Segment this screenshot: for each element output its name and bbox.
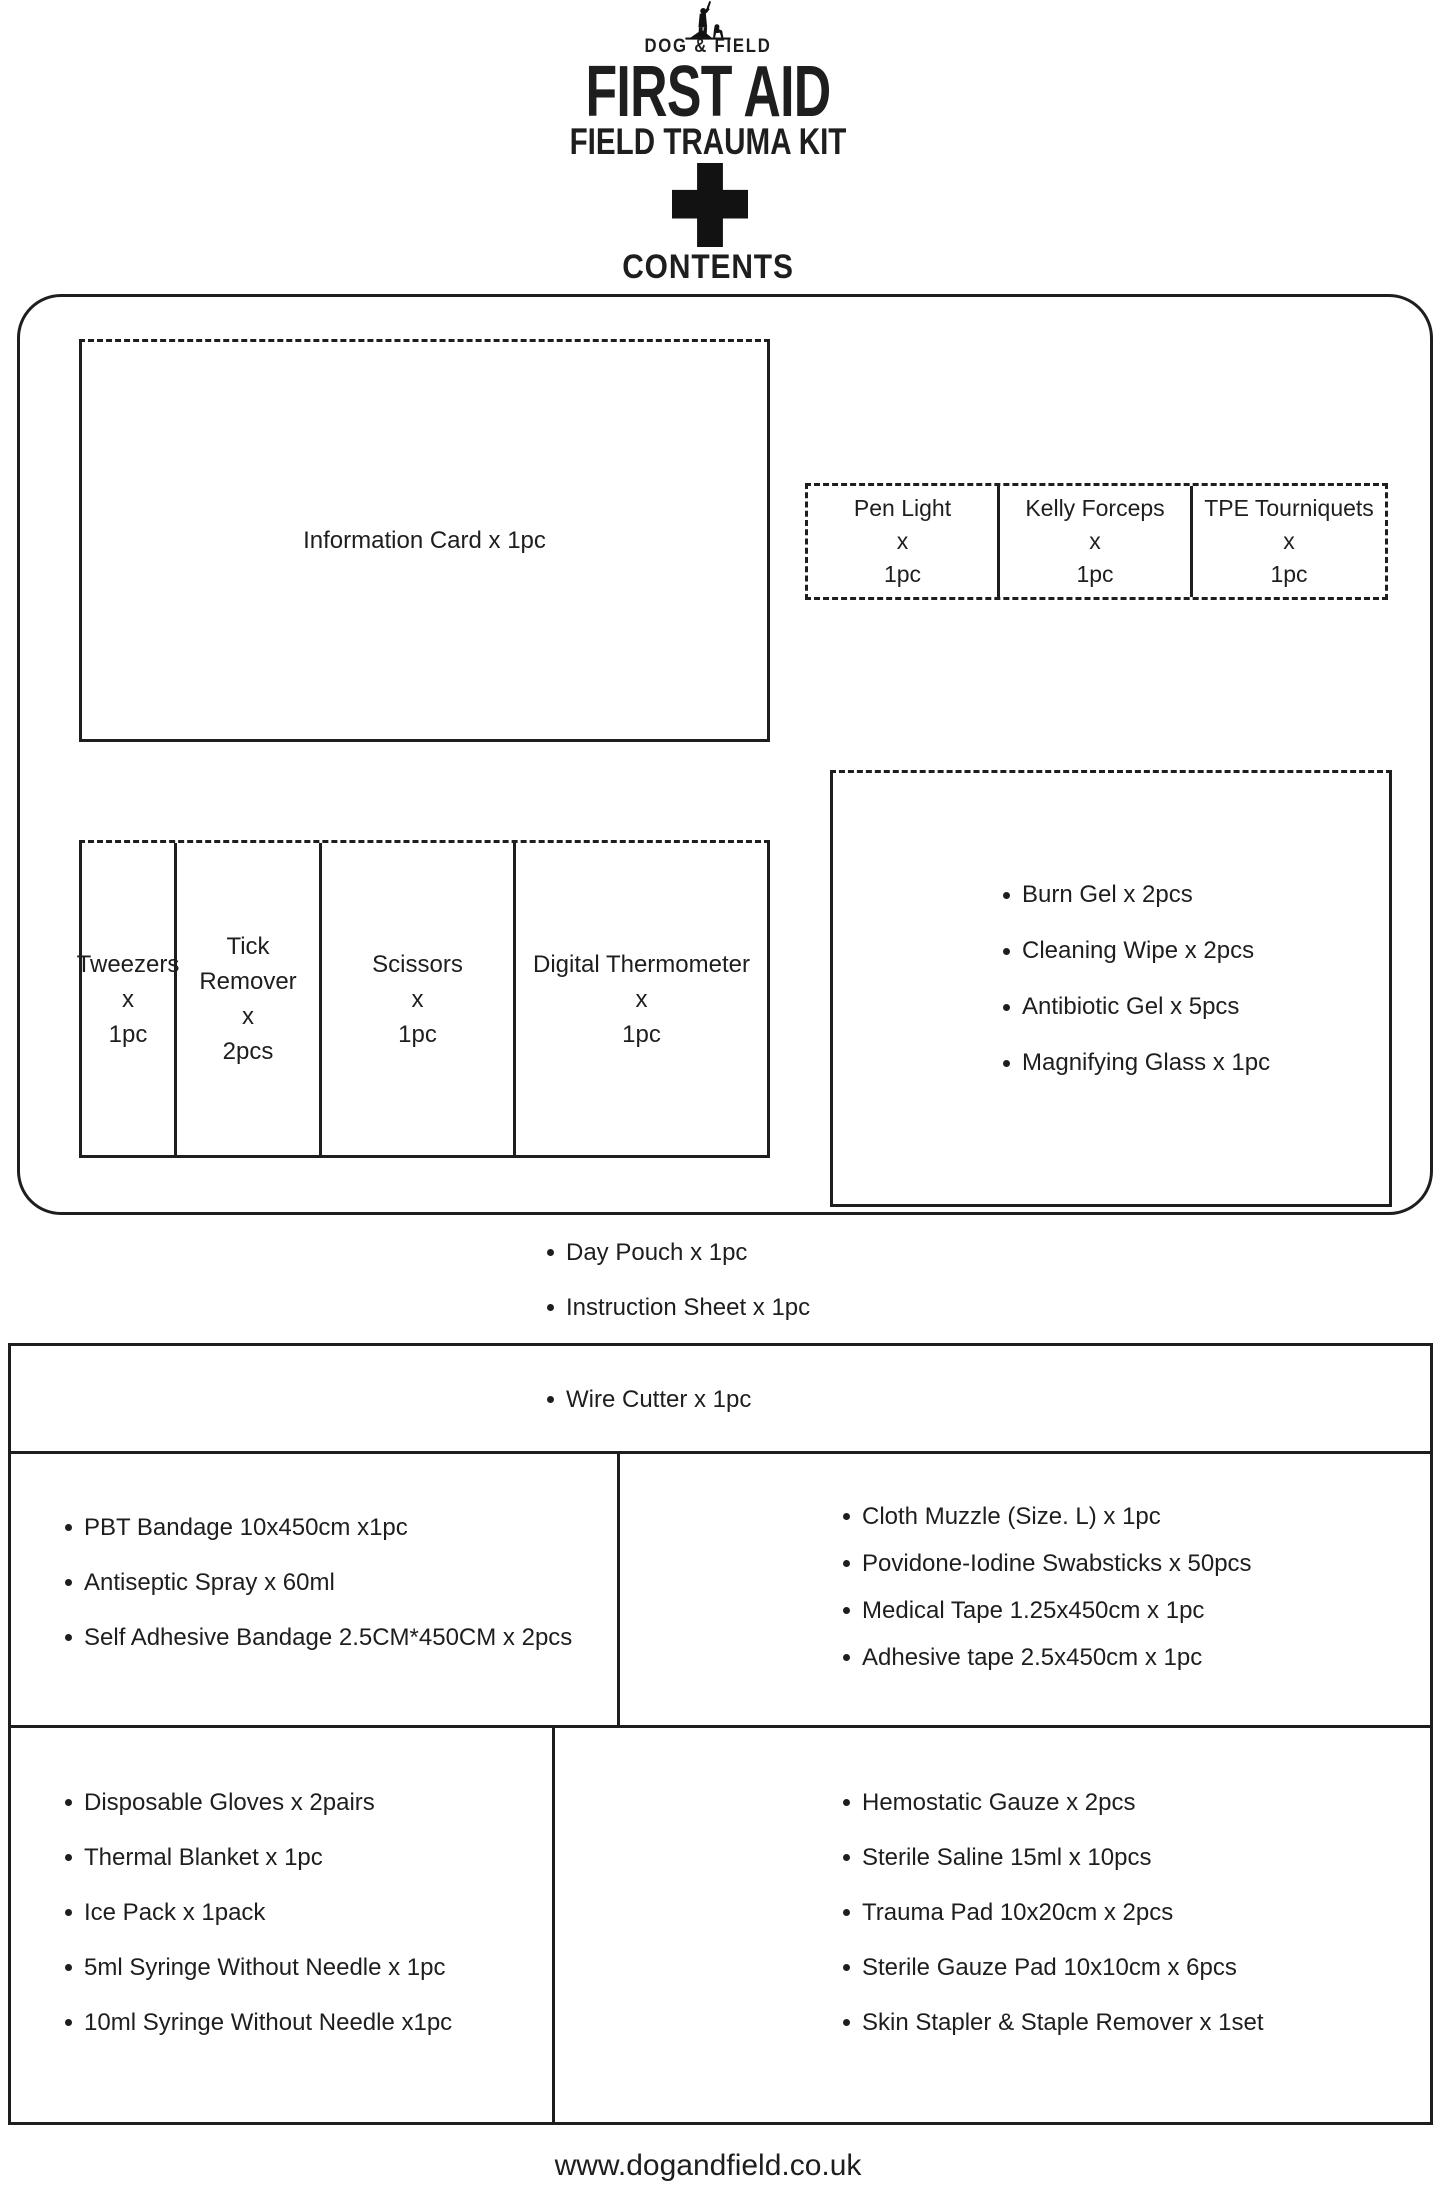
times-label: x xyxy=(411,985,424,1013)
digital-thermometer-box xyxy=(513,843,767,1155)
list-item: Antibiotic Gel x 5pcs xyxy=(1022,979,1270,1035)
item-qty: 1pc xyxy=(108,1020,148,1048)
brand-name: DOG & FIELD xyxy=(644,36,772,57)
bandage-right-list xyxy=(862,1493,1252,1681)
tick-remover-box xyxy=(174,843,319,1155)
times-label: x xyxy=(1089,528,1101,554)
item-name: Tweezers xyxy=(76,950,180,978)
medical-cross-icon xyxy=(672,163,748,247)
item-name: TPE Tourniquets xyxy=(1204,495,1374,521)
times-label: x xyxy=(1283,528,1295,554)
small-tools-row xyxy=(805,483,1388,600)
information-card-label: Information Card x 1pc xyxy=(303,526,546,554)
page-title: FIRST AID xyxy=(585,52,831,132)
list-item: Ice Pack x 1pack xyxy=(84,1885,452,1940)
times-label: x xyxy=(635,985,648,1013)
list-item: Cleaning Wipe x 2pcs xyxy=(1022,923,1270,979)
bandage-section-divider xyxy=(617,1454,620,1728)
list-item: Instruction Sheet x 1pc xyxy=(566,1280,810,1335)
list-item: PBT Bandage 10x450cm x1pc xyxy=(84,1500,572,1555)
item-qty: 1pc xyxy=(1270,561,1308,587)
tweezers-box xyxy=(76,843,180,1155)
list-item: Wire Cutter x 1pc xyxy=(566,1372,751,1427)
list-item: Medical Tape 1.25x450cm x 1pc xyxy=(862,1587,1252,1634)
website-url: www.dogandfield.co.uk xyxy=(554,2149,862,2182)
list-item: 10ml Syringe Without Needle x1pc xyxy=(84,1995,452,2050)
page-subtitle: FIELD TRAUMA KIT xyxy=(569,121,847,162)
list-item: Day Pouch x 1pc xyxy=(566,1225,810,1280)
instruments-row xyxy=(76,840,770,1158)
supplies-left-list xyxy=(84,1775,452,2050)
tpe-tourniquets-box xyxy=(1190,486,1385,597)
item-qty: 1pc xyxy=(398,1020,437,1048)
supplies-right-list xyxy=(862,1775,1264,2050)
list-item: Thermal Blanket x 1pc xyxy=(84,1830,452,1885)
item-name: Tick Remover xyxy=(199,933,297,995)
information-card-box xyxy=(79,339,770,742)
list-item: Hemostatic Gauze x 2pcs xyxy=(862,1775,1264,1830)
item-qty: 1pc xyxy=(622,1020,661,1048)
list-item: Adhesive tape 2.5x450cm x 1pc xyxy=(862,1634,1252,1681)
wire-cutter-list xyxy=(566,1372,751,1427)
list-item: Sterile Gauze Pad 10x10cm x 6pcs xyxy=(862,1940,1264,1995)
item-qty: 1pc xyxy=(1076,561,1114,587)
list-item: Antiseptic Spray x 60ml xyxy=(84,1555,572,1610)
list-item: Sterile Saline 15ml x 10pcs xyxy=(862,1830,1264,1885)
list-item: Povidone-Iodine Swabsticks x 50pcs xyxy=(862,1540,1252,1587)
times-label: x xyxy=(896,528,909,554)
supplies-section-divider xyxy=(552,1728,555,2125)
pen-light-box xyxy=(808,486,997,597)
loose-items-list xyxy=(566,1225,810,1335)
list-item: Cloth Muzzle (Size. L) x 1pc xyxy=(862,1493,1252,1540)
list-item: Trauma Pad 10x20cm x 2pcs xyxy=(862,1885,1264,1940)
kelly-forceps-box xyxy=(997,486,1190,597)
scissors-box xyxy=(319,843,513,1155)
times-label: x xyxy=(122,985,134,1013)
list-item: Magnifying Glass x 1pc xyxy=(1022,1035,1270,1091)
times-label: x xyxy=(242,1003,254,1030)
item-name: Scissors xyxy=(372,950,463,978)
bandage-left-list xyxy=(84,1500,572,1665)
item-qty: 2pcs xyxy=(222,1038,274,1065)
list-item: Burn Gel x 2pcs xyxy=(1022,867,1270,923)
list-item: 5ml Syringe Without Needle x 1pc xyxy=(84,1940,452,1995)
contents-heading: CONTENTS xyxy=(622,248,794,286)
item-name: Digital Thermometer xyxy=(533,950,750,978)
gels-list xyxy=(1022,867,1270,1091)
item-name: Kelly Forceps xyxy=(1025,495,1165,521)
item-qty: 1pc xyxy=(883,561,922,587)
list-item: Self Adhesive Bandage 2.5CM*450CM x 2pcs xyxy=(84,1610,572,1665)
list-item: Disposable Gloves x 2pairs xyxy=(84,1775,452,1830)
item-name: Pen Light xyxy=(853,495,952,521)
list-item: Skin Stapler & Staple Remover x 1set xyxy=(862,1995,1264,2050)
